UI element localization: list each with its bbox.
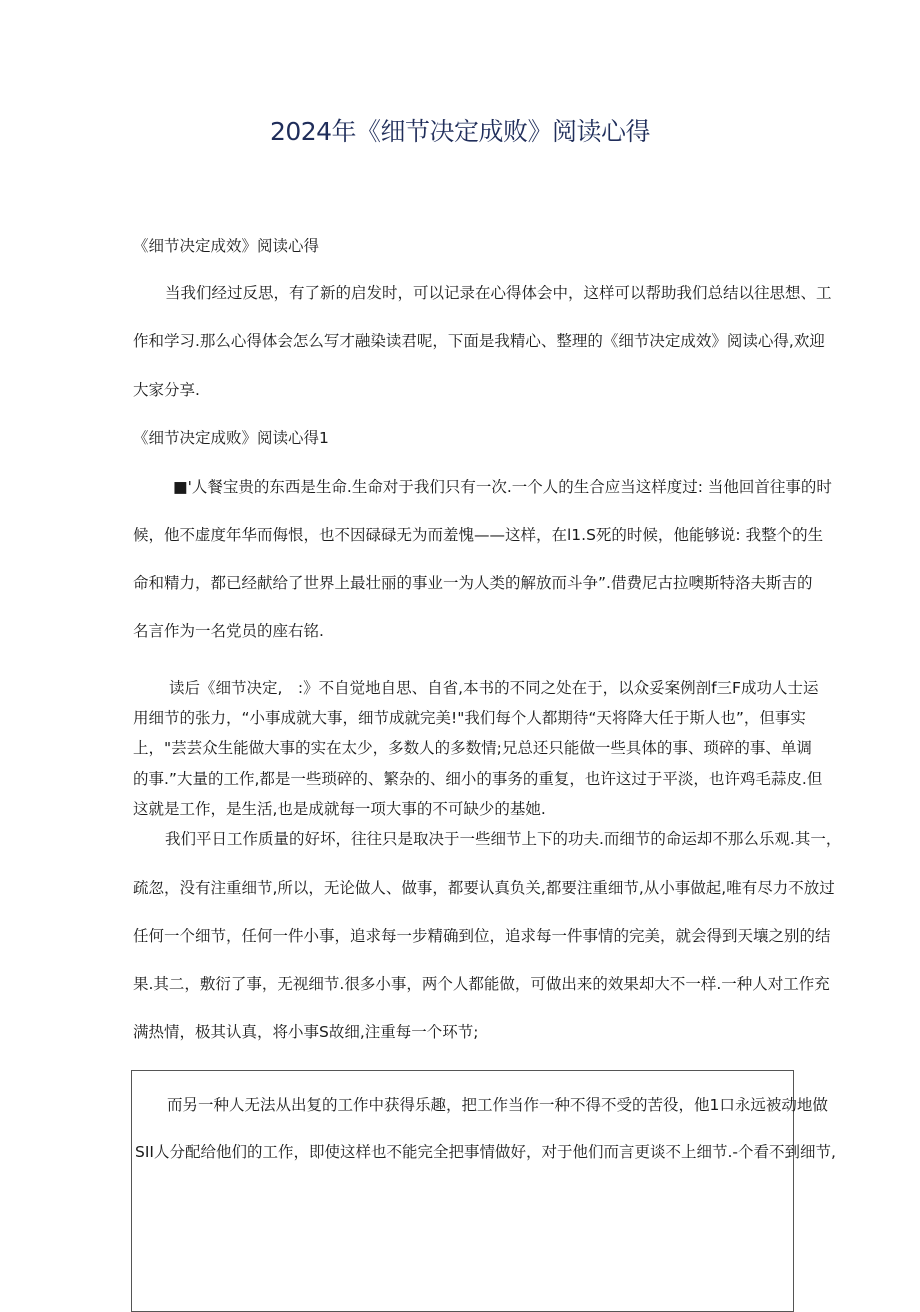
paragraph-line: 我们平日工作质量的好坏，往往只是取决于一些细节上下的功夫.而细节的命运却不那么乐观.其一， <box>165 830 842 848</box>
intro-line: 大家分享. <box>133 381 200 399</box>
paragraph-line: 的事.”大量的工作,都是一些琐碎的、繁杂的、细小的事务的重复，也许这过于平淡，也许鸡毛蒜皮.但 <box>133 770 823 788</box>
paragraph-line: SII人分配给他们的工作，即使这样也不能完全把事情做好，对于他们而言更谈不上细节.-个看不到细节, <box>135 1143 836 1161</box>
paragraph-line: 读后《细节决定, :》不自觉地自思、自省,本书的不同之处在于，以众妥案例剖f三F成功人士运 <box>169 679 819 697</box>
paragraph-line: ■'人餐宝贵的东西是生命.生命对于我们只有一次.一个人的生合应当这样度过: 当他回首往事的时 <box>173 478 832 496</box>
paragraph-line: 这就是工作，是生活,也是成就每一项大事的不可缺少的基她. <box>133 800 546 818</box>
document-title: 2024年《细节决定成败》阅读心得 <box>269 117 651 146</box>
paragraph-line: 上，"芸芸众生能做大事的实在太少，多数人的多数情;兄总还只能做一些具体的事、琐碎的事、单调 <box>133 739 812 757</box>
paragraph-line: 任何一个细节，任何一件小事，追求每一步精确到位，追求每一件事情的完美，就会得到天壤之别的结 <box>133 927 831 945</box>
section-heading: 《细节决定成效》阅读心得 <box>133 237 320 255</box>
paragraph-line: 用细节的张力，“小事成就大事，细节成就完美!"我们每个人都期待“天将降大任于斯人也”，但事实 <box>133 709 806 727</box>
intro-line: 作和学习.那么心得体会怎么写才融染读君呢，下面是我精心、整理的《细节决定成效》阅读心得,欢迎 <box>133 332 825 350</box>
paragraph-line: 命和精力，都已经献给了世界上最壮丽的事业一为人类的解放而斗争”.借费尼古拉噢斯特洛夫斯吉的 <box>133 574 813 592</box>
paragraph-line: 而另一种人无法从出复的工作中获得乐趣，把工作当作一种不得不受的苦役，他1口永远被动地做 <box>167 1096 828 1114</box>
paragraph-line: 满热情，极其认真，将小事S故细,注重每一个环节; <box>133 1023 479 1041</box>
paragraph-line: 候，他不虚度年华而侮恨，也不因碌碌无为而羞愧——这样，在l1.S死的时候，他能够说: 我整个的生 <box>133 526 824 544</box>
paragraph-line: 疏忽，没有注重细节,所以，无论做人、做事，都要认真负关,都要注重细节,从小事做起,唯有尽力不放过 <box>133 879 835 897</box>
paragraph-line: 果.其二，敷衍了事，无视细节.很多小事，两个人都能做，可做出来的效果却大不一样.一种人对工作充 <box>133 975 830 993</box>
section-heading: 《细节决定成败》阅读心得1 <box>133 429 329 447</box>
paragraph-line: 名言作为一名党员的座右铭. <box>133 622 324 640</box>
intro-line: 当我们经过反思，有了新的启发时，可以记录在心得体会中，这样可以帮助我们总结以往思想、工 <box>165 284 832 302</box>
